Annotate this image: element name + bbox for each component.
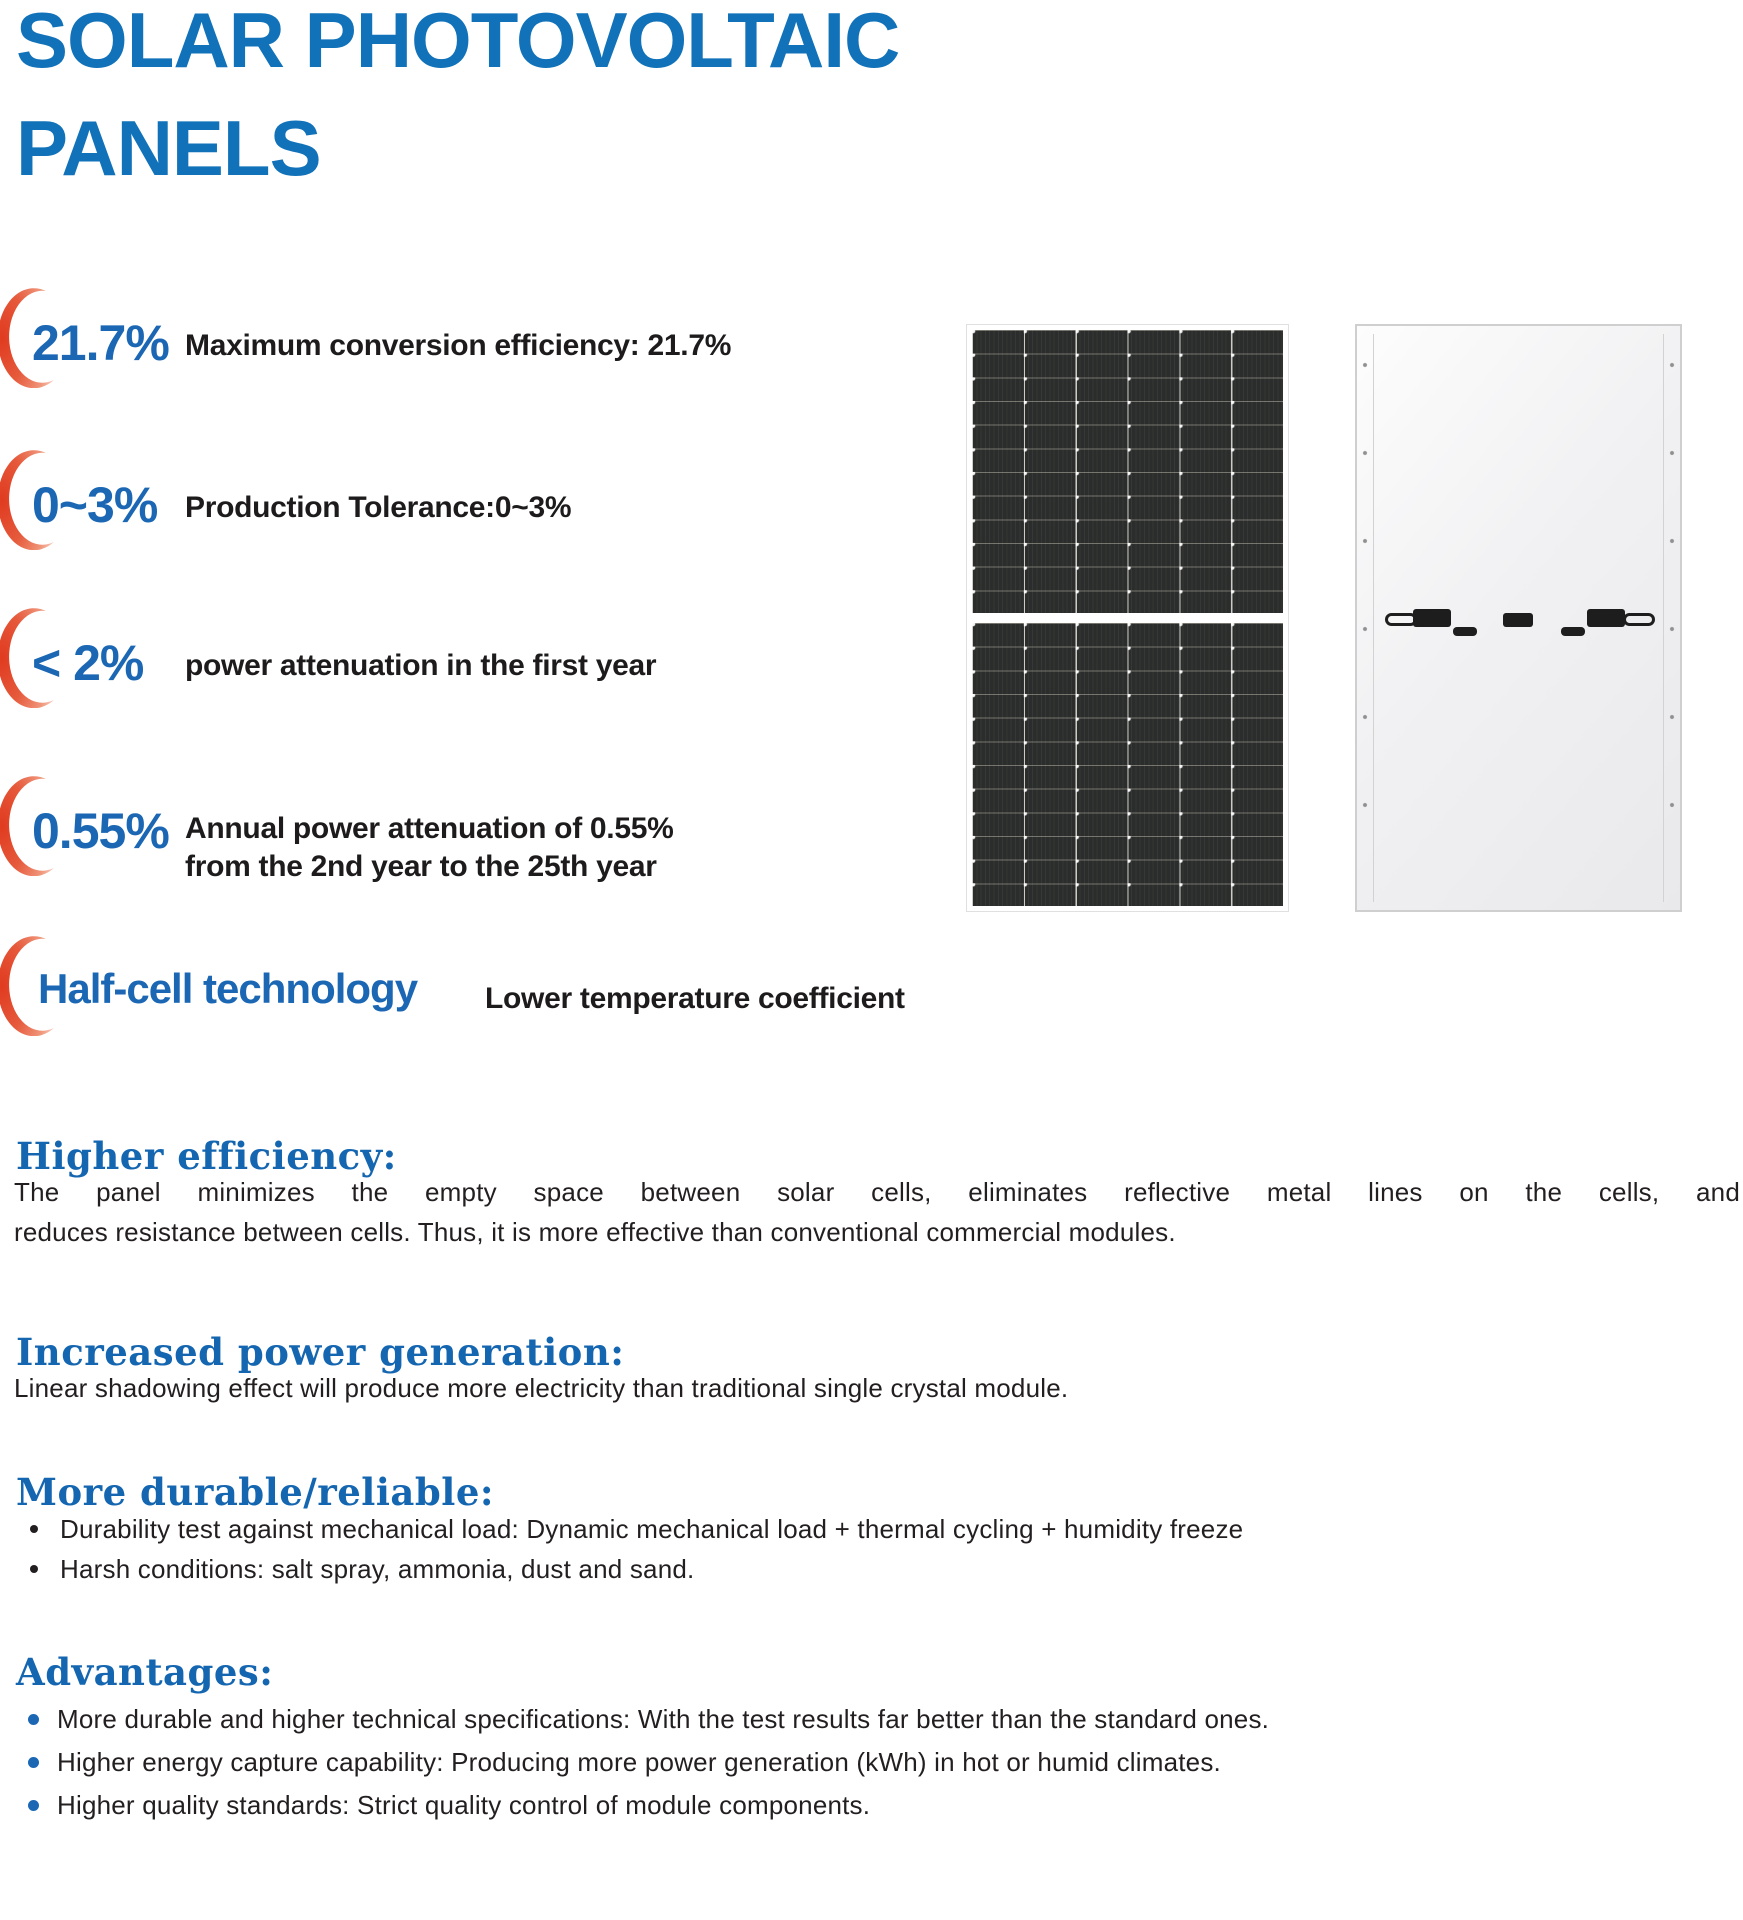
stat-value-efficiency: 21.7% <box>32 315 169 371</box>
durable-bullet-item <box>0 1510 1740 1548</box>
stat-label-first-year: power attenuation in the first year <box>185 649 657 682</box>
stat-label-tolerance: Production Tolerance:0~3% <box>185 491 572 524</box>
stat-label-annual-line1: Annual power attenuation of 0.55% <box>185 812 674 845</box>
panel-back-screws-right <box>1669 362 1675 874</box>
durable-bullet-item <box>0 1550 1740 1588</box>
stat-value-halfcell: Half-cell technology <box>38 965 418 1012</box>
section-heading-higher-efficiency: Higher efficiency: <box>16 1134 397 1178</box>
increased-power-body: Linear shadowing effect will produce more electricity than traditional single crystal module. <box>14 1373 1069 1403</box>
bullet-dot-icon <box>30 1565 38 1573</box>
page-title-line1: SOLAR PHOTOVOLTAIC <box>16 0 900 84</box>
stat-label-efficiency: Maximum conversion efficiency: 21.7% <box>185 329 732 362</box>
stat-label-halfcell: Lower temperature coefficient <box>485 982 905 1015</box>
stat-value-annual: 0.55% <box>32 803 169 859</box>
higher-efficiency-body-line1: The panel minimizes the empty space between solar cells, eliminates reflective metal lines on the cells, and <box>14 1177 1740 1207</box>
junction-box-left <box>1413 609 1451 627</box>
panel-back-frame-line-right <box>1663 334 1664 902</box>
panel-front-lower-cells <box>972 623 1283 906</box>
stat-label-annual-line2: from the 2nd year to the 25th year <box>185 850 657 883</box>
advantage-bullet-item <box>0 1743 1740 1781</box>
page-title <box>16 0 899 202</box>
stat-value-first-year: < 2% <box>32 635 144 691</box>
advantage-bullet-text: More durable and higher technical specifications: With the test results far better than the standard ones. <box>57 1704 1270 1734</box>
panel-back-frame-line-left <box>1373 334 1374 902</box>
junction-connector-left <box>1453 627 1477 636</box>
solar-panel-back-image <box>1355 324 1682 912</box>
junction-cable-loop-right <box>1623 613 1655 626</box>
panel-back-screws-left <box>1362 362 1368 874</box>
advantage-bullet-text: Higher quality standards: Strict quality control of module components. <box>57 1790 871 1820</box>
section-heading-durable: More durable/reliable: <box>16 1470 495 1514</box>
panel-front-upper-cells <box>972 330 1283 613</box>
bullet-dot-icon <box>28 1714 39 1725</box>
junction-box-right <box>1587 609 1625 627</box>
bullet-dot-icon <box>28 1757 39 1768</box>
bullet-dot-icon <box>28 1800 39 1811</box>
durable-bullet-text: Durability test against mechanical load: Dynamic mechanical load + thermal cycling + humidity freeze <box>60 1514 1244 1544</box>
higher-efficiency-body-line2: reduces resistance between cells. Thus, it is more effective than conventional commercial modules. <box>14 1217 1176 1247</box>
section-heading-increased-power: Increased power generation: <box>16 1330 625 1374</box>
solar-panel-front-image <box>966 324 1289 912</box>
advantage-bullet-text: Higher energy capture capability: Producing more power generation (kWh) in hot or humid climates. <box>57 1747 1221 1777</box>
panel-front-half-cell-gap <box>972 613 1283 623</box>
advantage-bullet-item <box>0 1700 1740 1738</box>
bullet-dot-icon <box>30 1525 38 1533</box>
section-heading-advantages: Advantages: <box>16 1650 274 1694</box>
junction-connector-right <box>1561 627 1585 636</box>
stat-value-tolerance: 0~3% <box>32 477 158 533</box>
junction-box-center <box>1503 613 1533 627</box>
advantage-bullet-item <box>0 1786 1740 1824</box>
page-title-line2: PANELS <box>16 104 321 192</box>
durable-bullet-text: Harsh conditions: salt spray, ammonia, dust and sand. <box>60 1554 695 1584</box>
